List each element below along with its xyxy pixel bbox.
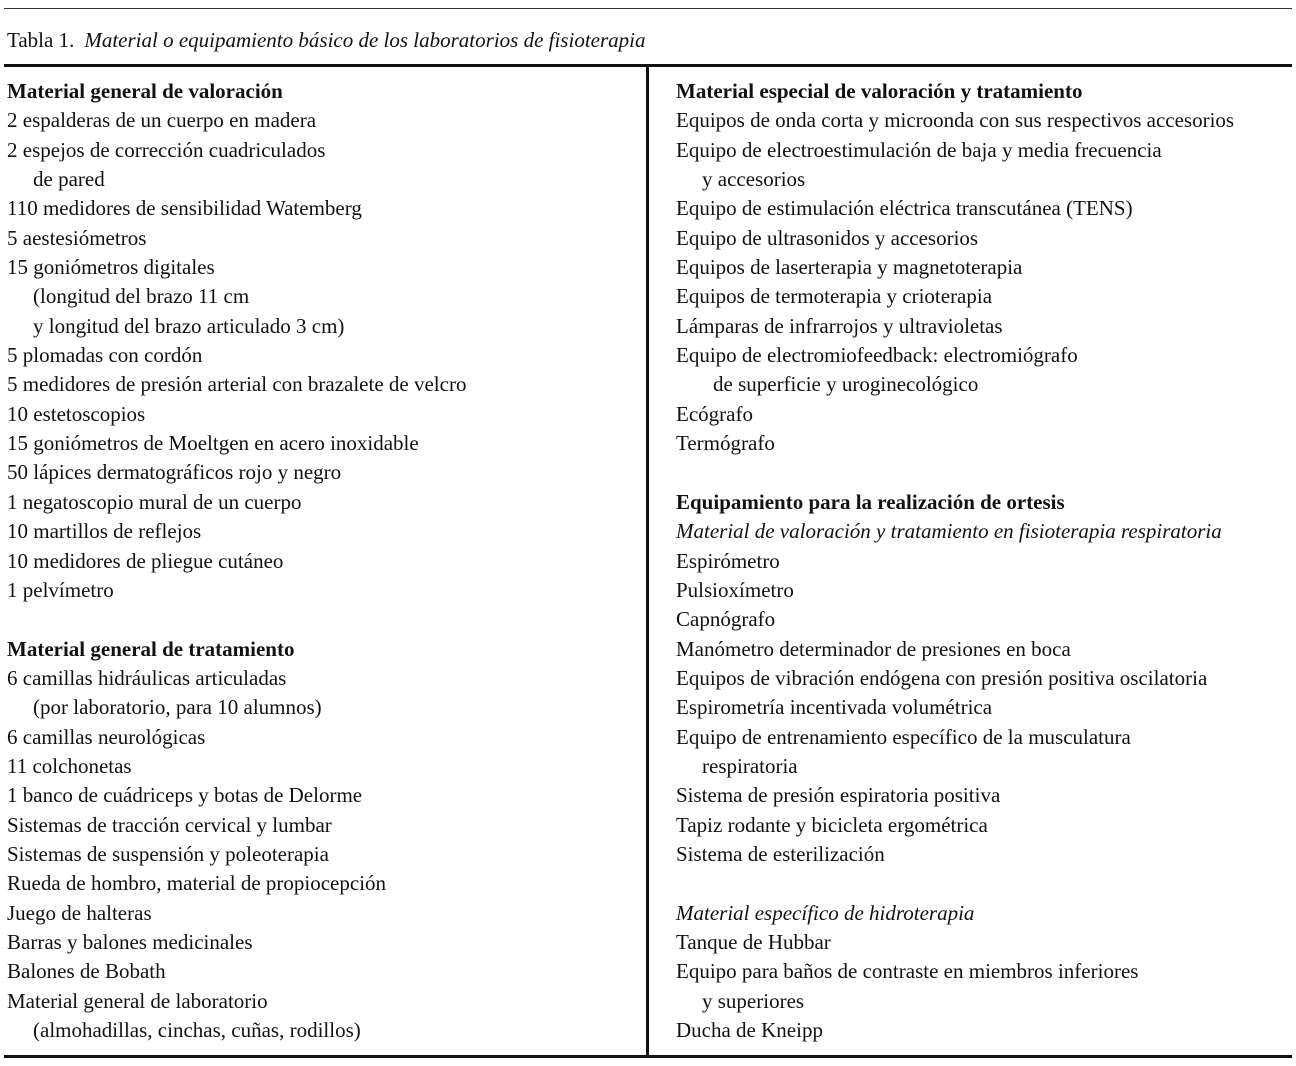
table-line: Rueda de hombro, material de propiocepción [7,871,387,896]
table-caption [7,26,645,54]
table-line: Espirómetro [676,548,780,573]
right-column [676,77,1234,1045]
table-label: Tabla 1. [7,28,75,52]
table-line: (almohadillas, cinchas, cuñas, rodillos) [33,1018,361,1042]
table-line: Tanque de Hubbar [676,929,831,954]
section-heading: Equipamiento para la realización de ortesis [676,489,1065,514]
table-line: Ducha de Kneipp [676,1018,823,1042]
table-line: (longitud del brazo 11 cm [33,284,250,309]
table-line: (por laboratorio, para 10 alumnos) [33,695,322,720]
spacer [676,458,1234,487]
table-line: y accesorios [702,167,806,192]
table-line: Equipo para baños de contraste en miembros inferiores [676,959,1139,984]
table-line: 110 medidores de sensibilidad Watemberg [7,196,362,221]
table-line: Equipo de entrenamiento específico de la musculatura [676,724,1131,749]
section-heading: Material de valoración y tratamiento en fisioterapia respiratoria [676,519,1222,544]
table-line: Equipos de laserterapia y magnetoterapia [676,255,1023,280]
left-column [7,77,466,1045]
section-heading: Material específico de hidroterapia [676,900,975,925]
table-line: Equipo de estimulación eléctrica transcutánea (TENS) [676,196,1133,221]
section-heading: Material general de valoración [7,79,283,103]
table-line: Equipos de vibración endógena con presión positiva oscilatoria [676,665,1208,690]
table-line: Termógrafo [676,431,775,456]
table-line: Equipo de electroestimulación de baja y media frecuencia [676,137,1162,162]
table-line: Sistema de esterilización [676,841,885,866]
table-line: 2 espalderas de un cuerpo en madera [7,108,317,133]
section-heading: Material especial de valoración y tratamiento [676,79,1083,103]
table-line: Manómetro determinador de presiones en boca [676,636,1071,661]
table-line: 10 martillos de reflejos [7,519,202,544]
table-line: 50 lápices dermatográficos rojo y negro [7,460,342,485]
table-line: y longitud del brazo articulado 3 cm) [33,313,345,338]
table-line: y superiores [702,988,805,1013]
table-line: Equipos de termoterapia y crioterapia [676,284,993,309]
table-line: Sistemas de suspensión y poleoterapia [7,841,329,866]
table-line: 5 aestesiómetros [7,225,147,250]
table-line: Lámparas de infrarrojos y ultravioletas [676,313,1003,338]
table-line: Balones de Bobath [7,959,166,984]
table-line: Barras y balones medicinales [7,929,253,954]
table-line: Equipo de ultrasonidos y accesorios [676,225,979,250]
table-line: de pared [33,167,105,192]
table-line: 10 medidores de pliegue cutáneo [7,548,284,573]
spacer [7,605,466,634]
table-line: Equipo de electromiofeedback: electromiógrafo [676,343,1078,368]
table-line: Espirometría incentivada volumétrica [676,695,993,720]
table-line: Equipos de onda corta y microonda con sus respectivos accesorios [676,108,1235,133]
table-line: 11 colchonetas [7,753,132,778]
table-line: 2 espejos de corrección cuadriculados [7,137,326,162]
table-line: Sistema de presión espiratoria positiva [676,783,1001,808]
table-line: 10 estetoscopios [7,401,146,426]
table-line: Pulsioxímetro [676,577,794,602]
table-line: respiratoria [702,753,798,778]
table-line: Tapiz rodante y bicicleta ergométrica [676,812,988,837]
table-line: 6 camillas neurológicas [7,724,206,749]
spacer [676,869,1234,898]
table-line: 1 banco de cuádriceps y botas de Delorme [7,783,363,808]
table-line: 6 camillas hidráulicas articuladas [7,665,287,690]
table-line: de superficie y uroginecológico [713,372,979,397]
table-title: Material o equipamiento básico de los laboratorios de fisioterapia [84,28,646,52]
column-divider [646,67,649,1055]
table-line: Ecógrafo [676,401,753,426]
table-line: 5 plomadas con cordón [7,343,203,368]
top-rule [4,8,1292,9]
table-line: Material general de laboratorio [7,988,268,1013]
section-heading: Material general de tratamiento [7,636,295,661]
table-line: Sistemas de tracción cervical y lumbar [7,812,332,837]
bottom-rule [4,1055,1292,1058]
table-line: 15 goniómetros de Moeltgen en acero inoxidable [7,431,419,456]
table-line: 5 medidores de presión arterial con brazalete de velcro [7,372,467,397]
table-line: Capnógrafo [676,607,776,632]
table-line: 15 goniómetros digitales [7,255,215,280]
table-line: 1 negatoscopio mural de un cuerpo [7,489,302,514]
table-line: Juego de halteras [7,900,152,925]
table-line: 1 pelvímetro [7,577,114,602]
